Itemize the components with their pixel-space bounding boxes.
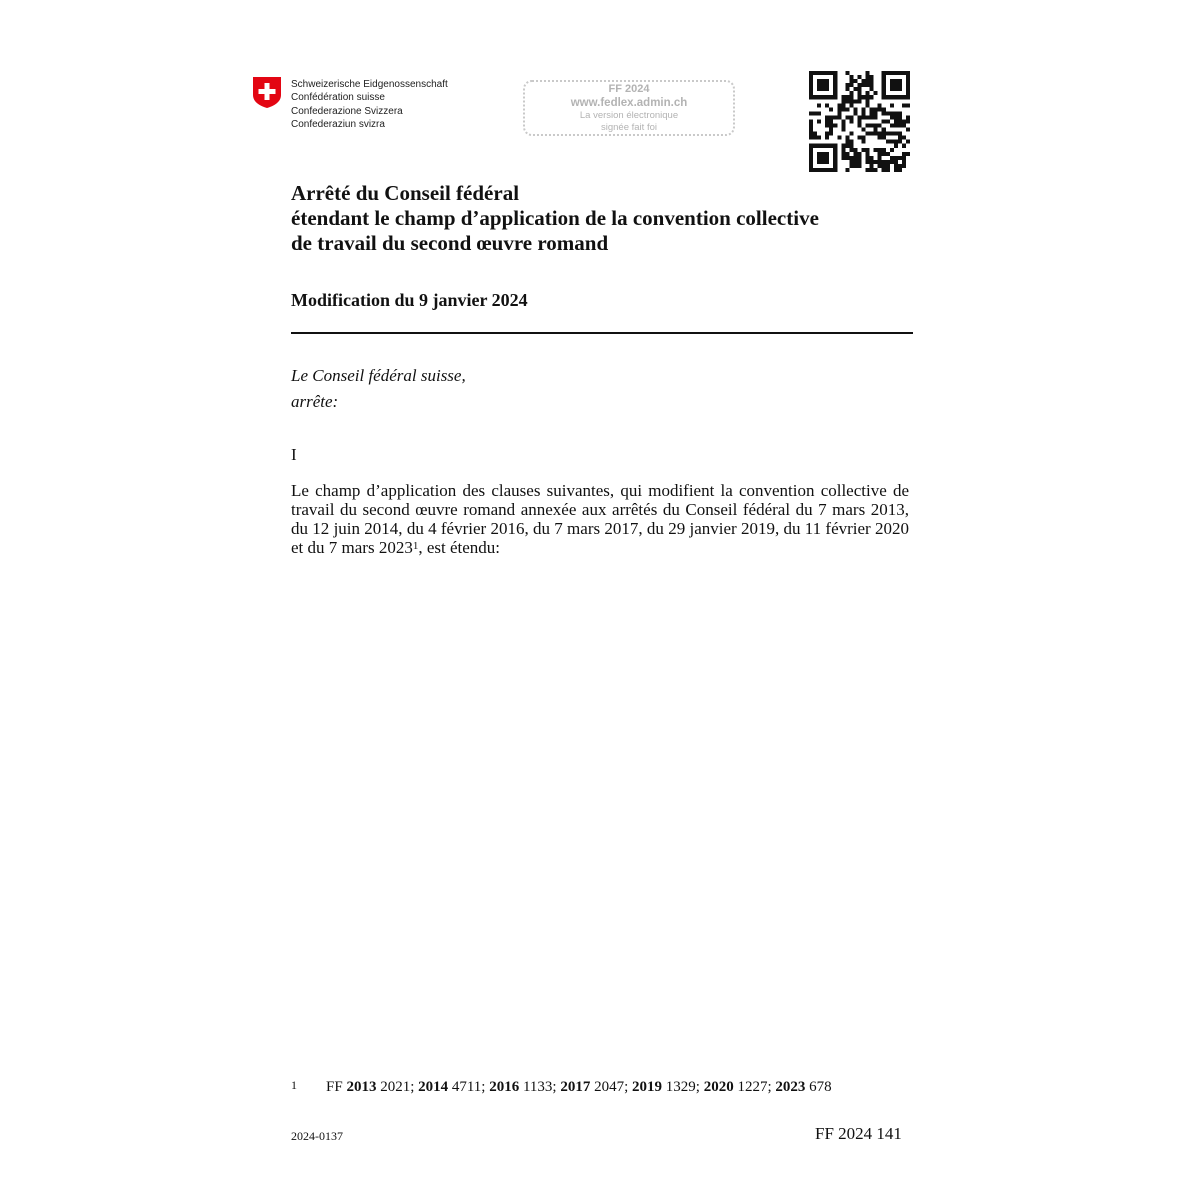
footnote-year: 2020 [703, 1079, 734, 1095]
swiss-flag-icon [253, 77, 281, 108]
section-number: I [291, 445, 297, 464]
footnote-text [326, 1079, 832, 1096]
footnote-prefix: FF [326, 1079, 343, 1095]
title-line-2: étendant le champ d’application de la convention collective [291, 206, 819, 230]
body-paragraph [291, 481, 909, 557]
confederation-names [291, 78, 448, 131]
footnote-page: 678 [809, 1079, 832, 1095]
footnote-page: 1227; [737, 1079, 772, 1095]
title-divider [291, 332, 913, 334]
preamble [291, 363, 466, 415]
footnote-year: 2019 [632, 1079, 663, 1095]
body-text-main: Le champ d’application des clauses suivantes, qui modifient la convention collective de travail du second œuvre romand annexée aux arrêtés du Conseil fédéral du 7 mars 2013, du 12 juin 2014, du 4 février 2016, du 7 mars 2017, du 29 janvier 2019, du 11 février 2020 et du 7 mars 2023 [291, 481, 909, 557]
stamp-ff-number: FF 2024 [608, 83, 650, 95]
title-line-3: de travail du second œuvre romand [291, 231, 609, 255]
footnote-year: 2014 [418, 1079, 449, 1095]
electronic-version-stamp [523, 80, 735, 136]
preamble-line-1: Le Conseil fédéral suisse, [291, 366, 466, 385]
stamp-note-line1: La version électronique [579, 110, 679, 121]
document-title [291, 181, 931, 256]
confederation-line-de: Schweizerische Eidgenossenschaft [291, 79, 448, 90]
footnote-page: 1329; [665, 1079, 700, 1095]
footnote-year: 2023 [775, 1079, 806, 1095]
page-reference: FF 2024 141 [815, 1124, 902, 1143]
title-line-1: Arrêté du Conseil fédéral [291, 181, 520, 205]
footnote-page: 2021; [380, 1079, 415, 1095]
confederation-line-rm: Confederaziun svizra [291, 118, 385, 130]
qr-code-icon [809, 71, 910, 172]
confederation-line-fr: Confédération suisse [291, 92, 385, 104]
footnote-page: 1133; [522, 1079, 557, 1095]
modification-subtitle: Modification du 9 janvier 2024 [291, 290, 528, 310]
footnote-year: 2016 [489, 1079, 520, 1095]
preamble-line-2: arrête: [291, 392, 339, 411]
footnote-year: 2013 [346, 1079, 377, 1095]
footnote-page: 4711; [451, 1079, 486, 1095]
document-id: 2024-0137 [291, 1129, 343, 1143]
body-text-end: , est étendu: [418, 538, 500, 557]
footnote-reference: 1 [412, 540, 419, 552]
stamp-url: www.fedlex.admin.ch [570, 97, 688, 109]
footnote-year: 2017 [560, 1079, 591, 1095]
footnote-number: 1 [291, 1078, 297, 1092]
footnote-page: 2047; [594, 1079, 629, 1095]
confederation-line-it: Confederazione Svizzera [291, 105, 403, 117]
stamp-note-line2: signée fait foi [601, 121, 657, 133]
